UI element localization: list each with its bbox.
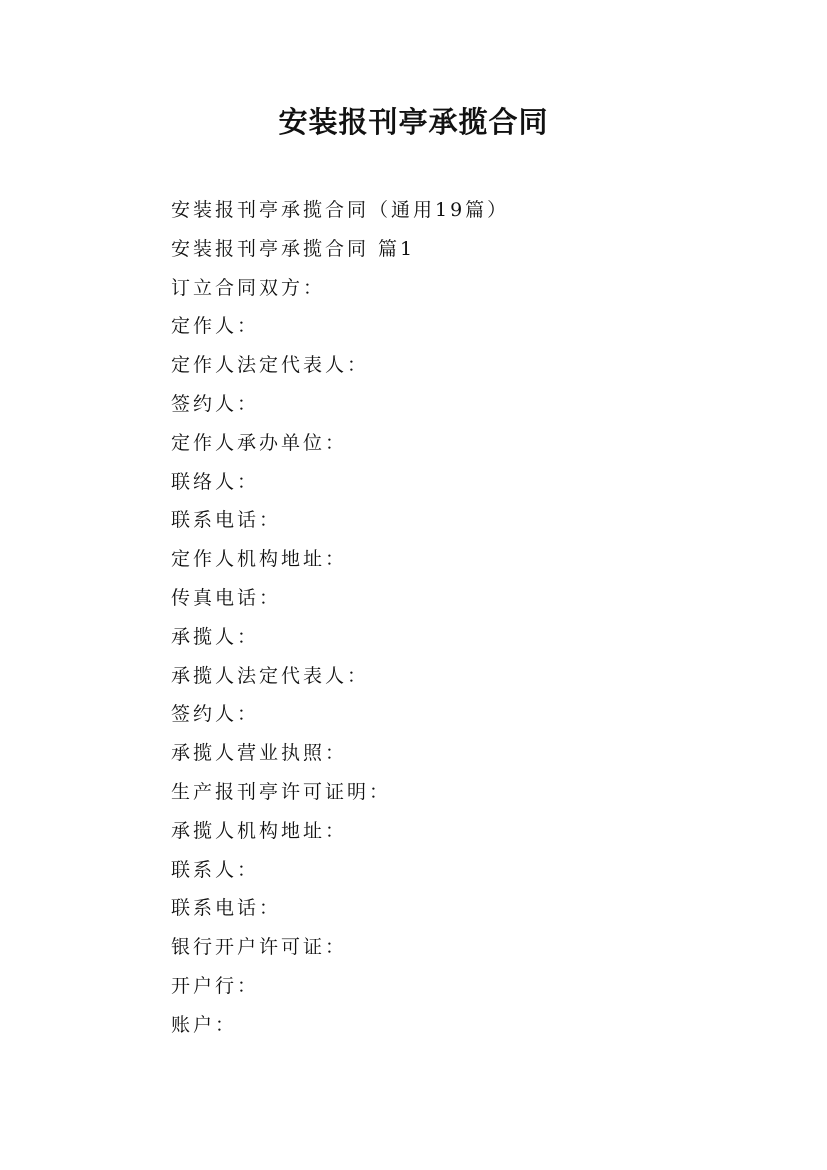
field-production-permit: 生产报刊亭许可证明： [171,780,392,803]
subtitle-line: 安装报刊亭承揽合同（通用19篇） [171,199,510,221]
field-contractor-signatory: 签约人： [171,703,260,726]
field-orderer-fax: 传真电话： [171,586,282,609]
document-body [171,191,731,1045]
document-title: 安装报刊亭承揽合同 [278,105,549,139]
field-contractor-legal-rep: 承揽人法定代表人： [171,664,370,687]
field-orderer-phone: 联系电话： [171,509,282,532]
field-bank: 开户行： [171,974,260,997]
field-orderer-liaison: 联络人： [171,470,260,493]
field-contractor-address: 承揽人机构地址： [171,819,348,842]
field-contractor: 承揽人： [171,625,260,648]
section-heading: 安装报刊亭承揽合同 篇1 [171,237,416,260]
field-orderer-legal-rep: 定作人法定代表人： [171,354,370,377]
field-orderer-signatory: 签约人： [171,392,260,415]
parties-label: 订立合同双方： [171,276,326,299]
field-orderer-handling-unit: 定作人承办单位： [171,431,348,454]
field-bank-permit: 银行开户许可证： [171,936,348,959]
field-orderer-address: 定作人机构地址： [171,548,348,571]
field-account: 账户： [171,1013,238,1036]
field-contractor-contact: 联系人： [171,858,260,881]
field-contractor-phone: 联系电话： [171,897,282,920]
field-orderer: 定作人： [171,315,260,338]
field-contractor-license: 承揽人营业执照： [171,742,348,765]
